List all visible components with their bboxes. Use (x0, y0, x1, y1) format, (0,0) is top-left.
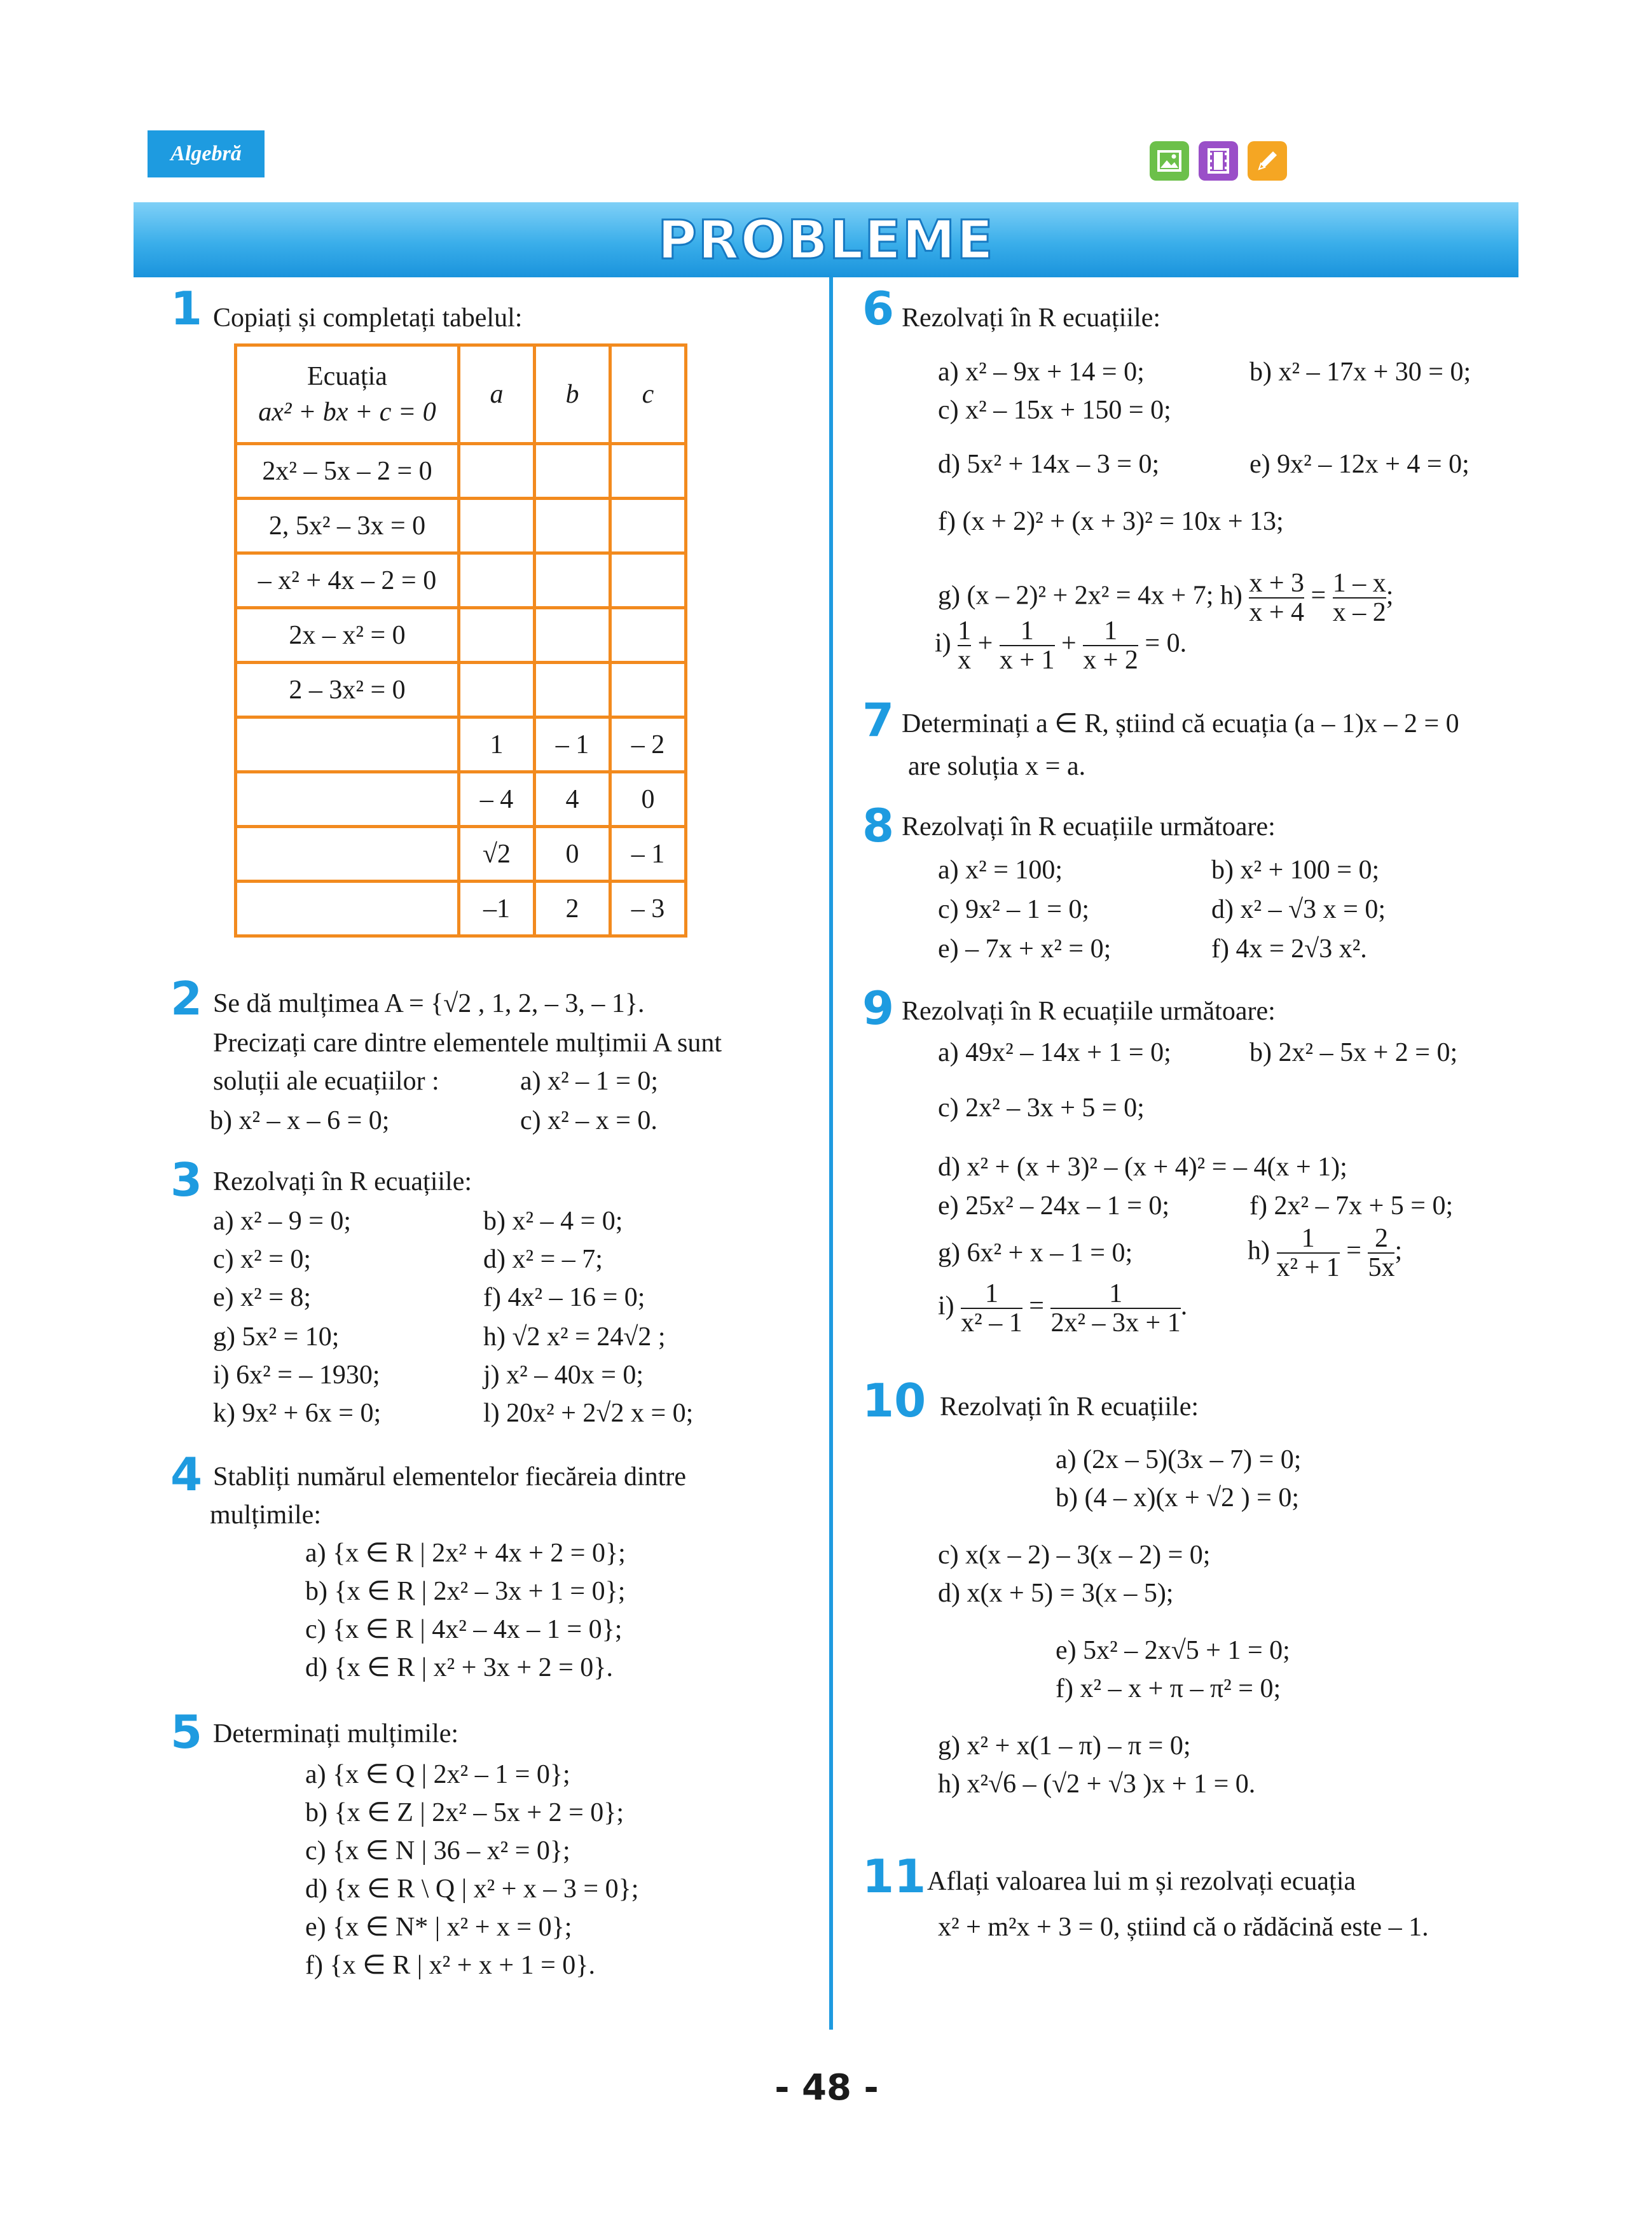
equation: g) (x – 2)² + 2x² = 4x + 7; h) $\frac{x + 3}{x + 4}$ = $\frac{1 - x}{x - 2}$ ; (938, 569, 1394, 627)
set-item: c) {x ∈ N | 36 – x² = 0}; (305, 1836, 570, 1866)
table-cell (236, 717, 459, 772)
table-cell: 1 (459, 717, 535, 772)
table-cell (535, 608, 610, 663)
table-row (236, 717, 686, 772)
problem-text: Determinați mulțimile: (213, 1719, 459, 1749)
equation: d) x² – √3 x = 0; (1211, 895, 1386, 924)
problem-text: mulțimile: (210, 1500, 321, 1530)
equation: e) 25x² – 24x – 1 = 0; (938, 1191, 1170, 1221)
equation: c) x² = 0; (213, 1245, 312, 1274)
table-header-a: a (459, 345, 535, 444)
table-cell (236, 772, 459, 827)
problem-text: Copiați și completați tabelul: (213, 303, 523, 333)
table-row (236, 827, 686, 882)
problem-text: Rezolvați în R ecuațiile: (902, 303, 1161, 333)
problem-text: Rezolvați în R ecuațiile: (940, 1392, 1199, 1422)
table-cell (236, 827, 459, 882)
equation: c) x² – 15x + 150 = 0; (938, 396, 1171, 425)
equation: g) 6x² + x – 1 = 0; (938, 1238, 1133, 1268)
equation: a) 49x² – 14x + 1 = 0; (938, 1038, 1171, 1067)
set-item: b) {x ∈ R | 2x² – 3x + 1 = 0}; (305, 1577, 626, 1606)
equation: k) 9x² + 6x = 0; (213, 1399, 382, 1428)
equation: e) x² = 8; (213, 1283, 312, 1312)
table-cell (459, 444, 535, 499)
equation: l) 20x² + 2√2 x = 0; (483, 1399, 694, 1428)
table-cell: 4 (535, 772, 610, 827)
table-cell: 2x² – 5x – 2 = 0 (236, 444, 459, 499)
equation: f) 4x² – 16 = 0; (483, 1283, 645, 1312)
problem-number: 2 (170, 972, 203, 1025)
table-cell: – 4 (459, 772, 535, 827)
equation: j) x² – 40x = 0; (483, 1361, 644, 1390)
column-divider (829, 277, 833, 2030)
set-item: b) {x ∈ Z | 2x² – 5x + 2 = 0}; (305, 1798, 624, 1827)
table-cell (535, 444, 610, 499)
fraction: $\frac{1}{x}$ (958, 616, 972, 675)
fraction: $\frac{1}{\text{2x² – 3x + 1}}$ (1050, 1279, 1181, 1338)
problem-number: 6 (862, 282, 895, 335)
set-item: a) {x ∈ Q | 2x² – 1 = 0}; (305, 1760, 570, 1789)
equation: b) 2x² – 5x + 2 = 0; (1249, 1038, 1458, 1067)
table-cell (459, 553, 535, 608)
equation: a) (2x – 5)(3x – 7) = 0; (1056, 1445, 1302, 1474)
table-header-b: b (535, 345, 610, 444)
table-row (236, 499, 686, 553)
table-cell: – 2 (610, 717, 686, 772)
set-item: e) {x ∈ N* | x² + x = 0}; (305, 1913, 572, 1942)
table-cell (610, 663, 686, 717)
page-title: PROBLEME (657, 209, 995, 271)
table-cell: 0 (535, 827, 610, 882)
problem-text: Rezolvați în R ecuațiile următoare: (902, 812, 1276, 841)
section-tag: Algebră (148, 130, 265, 177)
equation: g) 5x² = 10; (213, 1322, 340, 1352)
equation: h) x²√6 – (√2 + √3 )x + 1 = 0. (938, 1769, 1256, 1799)
table-cell (535, 553, 610, 608)
table-header-equation: Ecuația ax² + bx + c = 0 (236, 345, 459, 444)
equation: g) x² + x(1 – π) – π = 0; (938, 1731, 1191, 1761)
equation: b) (4 – x)(x + √2 ) = 0; (1056, 1483, 1300, 1513)
equation: a) x² – 1 = 0; (520, 1067, 659, 1096)
equation: e) – 7x + x² = 0; (938, 934, 1112, 964)
equation: i) 6x² = – 1930; (213, 1361, 380, 1390)
table-cell: –1 (459, 882, 535, 936)
equation: h) $\frac{1}{\text{x² + 1}}$ = $\frac{2}{5x}$ ; (1248, 1224, 1403, 1282)
equation: b) x² + 100 = 0; (1211, 855, 1380, 885)
equation: b) x² – x – 6 = 0; (210, 1106, 390, 1135)
set-item: d) {x ∈ R \ Q | x² + x – 3 = 0}; (305, 1874, 639, 1904)
fraction: $\frac{x + 3}{x + 4}$ (1249, 569, 1305, 627)
table-row (236, 608, 686, 663)
problem-text: Rezolvați în R ecuațiile: (213, 1167, 472, 1196)
table-cell: 2 – 3x² = 0 (236, 663, 459, 717)
problem-text: Rezolvați în R ecuațiile următoare: (902, 997, 1276, 1026)
equation: e) 5x² – 2x√5 + 1 = 0; (1056, 1636, 1290, 1665)
equation: f) (x + 2)² + (x + 3)² = 10x + 13; (938, 507, 1284, 536)
problem-number: 5 (170, 1705, 203, 1759)
problem-number: 1 (170, 282, 203, 335)
equation: b) x² – 17x + 30 = 0; (1249, 357, 1471, 387)
problem-number: 9 (862, 981, 895, 1035)
table-cell (610, 444, 686, 499)
table-cell (535, 499, 610, 553)
table-cell (236, 882, 459, 936)
table-row (236, 553, 686, 608)
set-item: d) {x ∈ R | x² + 3x + 2 = 0}. (305, 1653, 613, 1682)
fraction: $\frac{2}{5x}$ (1368, 1224, 1395, 1282)
fraction: $\frac{1}{\text{x² – 1}}$ (961, 1279, 1022, 1338)
equation: f) 2x² – 7x + 5 = 0; (1249, 1191, 1454, 1221)
table-row (236, 772, 686, 827)
equation: d) x(x + 5) = 3(x – 5); (938, 1579, 1174, 1608)
film-icon[interactable] (1199, 141, 1238, 181)
equation: c) 2x² – 3x + 5 = 0; (938, 1093, 1145, 1123)
coefficients-table (234, 343, 687, 938)
table-cell: 2, 5x² – 3x = 0 (236, 499, 459, 553)
table-cell: – 1 (610, 827, 686, 882)
table-cell: – x² + 4x – 2 = 0 (236, 553, 459, 608)
problem-text: Aflați valoarea lui m și rezolvați ecuația (927, 1867, 1356, 1896)
equation: c) 9x² – 1 = 0; (938, 895, 1090, 924)
set-item: f) {x ∈ R | x² + x + 1 = 0}. (305, 1951, 595, 1980)
problem-number: 10 (862, 1374, 926, 1427)
equation: a) x² = 100; (938, 855, 1063, 885)
equation: c) x(x – 2) – 3(x – 2) = 0; (938, 1541, 1211, 1570)
equation: e) 9x² – 12x + 4 = 0; (1249, 450, 1470, 479)
problem-number: 8 (862, 799, 895, 852)
table-row (236, 882, 686, 936)
equation: a) x² – 9x + 14 = 0; (938, 357, 1145, 387)
equation: f) 4x = 2√3 x². (1211, 934, 1367, 964)
equation: f) x² – x + π – π² = 0; (1056, 1674, 1281, 1703)
problem-number: 11 (862, 1850, 926, 1903)
problem-text: Precizați care dintre elementele mulțimii A sunt (213, 1028, 722, 1058)
table-cell: 2x – x² = 0 (236, 608, 459, 663)
problem-number: 3 (170, 1153, 203, 1207)
equation: c) x² – x = 0. (520, 1106, 657, 1135)
fraction: $\frac{1}{x + 1}$ (999, 616, 1055, 675)
table-cell (610, 608, 686, 663)
table-cell (459, 608, 535, 663)
problem-text: Stabliți numărul elementelor fiecăreia dintre (213, 1462, 687, 1492)
problem-text: Determinați a ∈ R, știind că ecuația (a – 1)x – 2 = 0 (902, 709, 1459, 738)
table-cell: – 1 (535, 717, 610, 772)
fraction: $\frac{1 - x}{x - 2}$ (1332, 569, 1386, 627)
page-number: - 48 - (774, 2067, 879, 2109)
table-row (236, 663, 686, 717)
equation: d) 5x² + 14x – 3 = 0; (938, 450, 1160, 479)
image-icon[interactable] (1150, 141, 1189, 181)
problem-number: 4 (170, 1448, 203, 1501)
table-cell (459, 663, 535, 717)
equation: d) x² + (x + 3)² – (x + 4)² = – 4(x + 1); (938, 1153, 1347, 1182)
table-cell: – 3 (610, 882, 686, 936)
table-cell (535, 663, 610, 717)
problem-text: soluții ale ecuațiilor : (213, 1067, 439, 1096)
table-cell (610, 553, 686, 608)
fraction: $\frac{1}{\text{x² + 1}}$ (1276, 1224, 1340, 1282)
table-cell (610, 499, 686, 553)
equation: i) $\frac{1}{x}$ + $\frac{1}{x + 1}$ + $\frac{1}{x + 2}$ = 0. (935, 616, 1187, 675)
table-cell: 0 (610, 772, 686, 827)
table-cell: 2 (535, 882, 610, 936)
equation: d) x² = – 7; (483, 1245, 603, 1274)
fraction: $\frac{1}{x + 2}$ (1083, 616, 1138, 675)
pencil-icon[interactable] (1248, 141, 1287, 181)
problem-text: are soluția x = a. (908, 752, 1086, 781)
problem-number: 7 (862, 693, 895, 747)
table-cell (459, 499, 535, 553)
equation: b) x² – 4 = 0; (483, 1207, 623, 1236)
table-cell: √2 (459, 827, 535, 882)
problem-text: Se dă mulțimea A = {√2 , 1, 2, – 3, – 1}. (213, 989, 645, 1018)
equation: i) $\frac{1}{\text{x² – 1}}$ = $\frac{1}{\text{2x² – 3x + 1}}$ . (938, 1279, 1188, 1338)
table-header-c: c (610, 345, 686, 444)
table-row (236, 444, 686, 499)
equation: a) x² – 9 = 0; (213, 1207, 352, 1236)
problem-text: x² + m²x + 3 = 0, știind că o rădăcină este – 1. (938, 1913, 1429, 1942)
set-item: c) {x ∈ R | 4x² – 4x – 1 = 0}; (305, 1615, 623, 1644)
set-item: a) {x ∈ R | 2x² + 4x + 2 = 0}; (305, 1539, 626, 1568)
equation: h) √2 x² = 24√2 ; (483, 1322, 666, 1352)
